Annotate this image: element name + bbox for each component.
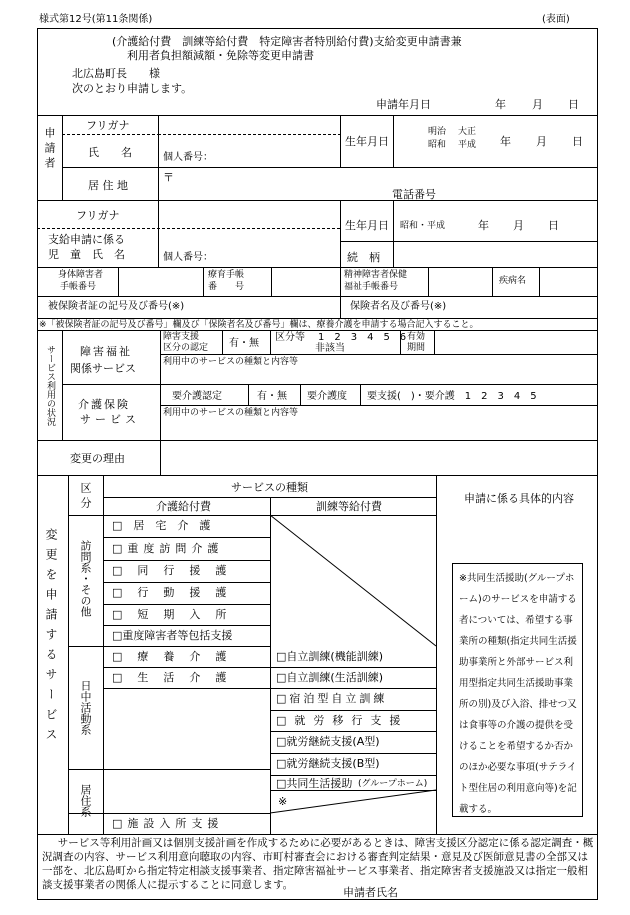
era-showa: 昭和 xyxy=(428,140,447,150)
kaigo-item-home-care[interactable]: □ 居宅介護 xyxy=(112,520,221,531)
kaigo-item-severe-visit-care[interactable]: □ 重度訪問介護 xyxy=(112,543,223,554)
kaigo-header: 介護給付費 xyxy=(156,500,211,513)
child-birth-year-label: 年 xyxy=(478,219,489,232)
application-date-label: 申請年月日 xyxy=(376,98,431,111)
era-heisei: 平成 xyxy=(458,140,477,150)
care-service-label-line1: 介護保険 xyxy=(78,398,130,411)
postal-mark: 〒 xyxy=(163,171,174,184)
form-title-line2: 利用者負担額減額・免除等変更申請書 xyxy=(127,49,314,62)
consent-text: サービス等利用計画又は個別支援計画を作成するために必要があるときは、障害支援区分認定に係る認定調査・概況調査の内容、サービス利用意向聴取の内容、市町村審査会における審査判定結果・意見及び医師意見書の全部又は一部を、北広島町から指定特定相談支援事業者、指定障害福祉サービス事業者、指定障害者支援施設又は指定一般相談支援事業者の関係人に提示することに同意します。 xyxy=(42,837,594,891)
form-title-line1: (介護給付費 訓練等給付費 特定障害者特別給付費)支給変更申請書兼 xyxy=(112,35,462,48)
birth-year-label: 年 xyxy=(500,135,511,148)
insurer-label: 保険者名及び番号(※) xyxy=(350,301,447,312)
disease-label: 疾病名 xyxy=(499,276,527,286)
kunren-item-employment-b[interactable]: □ 就労継続支援(B型) xyxy=(276,758,380,769)
birth-day-label: 日 xyxy=(572,135,583,148)
relationship-label: 続 柄 xyxy=(347,251,380,264)
valid-period-line2: 期間 xyxy=(407,343,426,353)
kunren-item-group-home[interactable]: □ 共同生活援助 xyxy=(276,778,352,789)
welfare-service-label-line1: 障害福祉 xyxy=(80,345,132,358)
kaigo-item-short-stay[interactable]: □ 短期入所 xyxy=(112,609,241,620)
child-label-line2: 児 童 氏 名 xyxy=(48,248,125,261)
physical-card-label-line1: 身体障害者 xyxy=(58,270,104,280)
child-birthdate-label: 生年月日 xyxy=(345,219,389,232)
date-year-label: 年 xyxy=(495,98,506,111)
date-month-label: 月 xyxy=(532,98,543,111)
class-label: 区分等 xyxy=(275,332,305,343)
mental-card-label-line2: 福祉手帳番号 xyxy=(344,282,399,292)
applicant-birthdate-label: 生年月日 xyxy=(345,135,389,148)
division-label: 区分 xyxy=(79,482,92,512)
child-era-label: 昭和・平成 xyxy=(400,221,446,231)
kunren-item-employment-transition[interactable]: □ 就労移行支援 xyxy=(276,715,408,726)
child-birth-month-label: 月 xyxy=(513,219,524,232)
form-number: 様式第12号(第11条関係) xyxy=(39,14,153,25)
mental-card-label-line1: 精神障害者保健 xyxy=(344,270,408,280)
visit-group-label: 訪問系・その他 xyxy=(79,540,92,617)
group-home-asterisk: ※ xyxy=(278,795,288,808)
kunren-item-life-training[interactable]: □ 自立訓練(生活訓練) xyxy=(276,672,383,683)
group-home-label: (グループホーム) xyxy=(358,779,428,789)
kaigo-item-facility-support[interactable]: □ 施設入所支援 xyxy=(112,818,223,829)
support-level-options: 要支援( )・要介護 1 2 3 4 5 xyxy=(367,391,537,402)
care-certification-yes-no: 有・無 xyxy=(257,391,287,402)
valid-period-line1: 有効 xyxy=(407,332,426,342)
insurance-note: ※「被保険者証の記号及び番号」欄及び「保険者名及び番号」欄は、療養介護を申請する場合記入すること。 xyxy=(39,320,479,330)
applicant-furigana-label: フリガナ xyxy=(86,119,130,132)
birth-month-label: 月 xyxy=(536,135,547,148)
support-class-yes-no: 有・無 xyxy=(229,338,259,349)
residence-group-label: 居住系 xyxy=(79,784,92,817)
date-day-label: 日 xyxy=(568,98,579,111)
change-reason-label: 変更の理由 xyxy=(70,452,125,465)
care-in-use-label: 利用中のサービスの種類と内容等 xyxy=(163,408,299,418)
kunren-header: 訓練等給付費 xyxy=(316,500,382,513)
class-numbers: 1 2 3 4 5 6 xyxy=(318,332,407,343)
welfare-in-use-label: 利用中のサービスの種類と内容等 xyxy=(163,357,299,367)
child-personal-number-label: 個人番号： xyxy=(163,252,213,263)
service-status-section-label: サービス利用の状況 xyxy=(45,345,55,426)
kaigo-item-comprehensive-support[interactable]: □ 重度障害者等包括支援 xyxy=(112,630,232,641)
details-header: 申請に係る具体的内容 xyxy=(464,492,574,505)
kaigo-item-behavior-support[interactable]: □ 行動援護 xyxy=(112,587,241,598)
kunren-item-functional-training[interactable]: □ 自立訓練(機能訓練) xyxy=(276,651,383,662)
phone-label: 電話番号 xyxy=(392,188,436,201)
applicant-name-label: 氏 名 xyxy=(88,146,132,159)
care-level-label: 要介護度 xyxy=(307,391,347,402)
applicant-section-label: 申請者 xyxy=(43,127,56,172)
applicant-personal-number-label: 個人番号： xyxy=(163,152,213,163)
kunren-item-lodging-training[interactable]: □ 宿泊型自立訓練 xyxy=(276,693,387,704)
support-class-label-line1: 障害支援 xyxy=(163,332,200,342)
group-home-note: ※共同生活援助(グループホーム)のサービスを申請する者については、希望する事業所の種類(指定共同生活援助事業所と外部サービス利用型指定共同生活援助事業所の別)及び入浴、排せつ又は食事等の介護の提供を受けることを希望するか否かのほか必要な事項(サテライト型住居の利用意向等)を記載する。 xyxy=(452,563,583,817)
era-taisho: 大正 xyxy=(458,127,477,137)
kunren-item-employment-a[interactable]: □ 就労継続支援(A型) xyxy=(276,736,380,747)
change-service-section-label: 変更を申請するサービス xyxy=(44,528,58,748)
addressee: 北広島町長 様 xyxy=(72,67,160,80)
care-certification-label: 要介護認定 xyxy=(172,391,222,402)
era-meiji: 明治 xyxy=(428,127,447,137)
kaigo-item-medical-care[interactable]: □ 療養介護 xyxy=(112,651,241,662)
insurance-card-number-label: 被保険者証の記号及び番号(※) xyxy=(48,301,185,312)
applicant-address-label: 居 住 地 xyxy=(88,179,128,192)
not-applicable-label: 非該当 xyxy=(315,343,345,354)
applicant-signature-label: 申請者氏名 xyxy=(343,886,398,899)
side-label: (表面) xyxy=(542,14,570,25)
physical-card-label-line2: 手帳番号 xyxy=(60,282,97,292)
kaigo-item-accompany-support[interactable]: □ 同行援護 xyxy=(112,565,241,576)
ryoiku-card-label-line1: 療育手帳 xyxy=(208,270,245,280)
care-service-label-line2: サービス xyxy=(80,413,140,426)
ryoiku-card-label-line2: 番 号 xyxy=(208,282,245,292)
child-furigana-label: フリガナ xyxy=(76,209,120,222)
kaigo-item-life-care[interactable]: □ 生活介護 xyxy=(112,672,241,683)
child-birth-day-label: 日 xyxy=(548,219,559,232)
intro-text: 次のとおり申請します。 xyxy=(72,82,193,95)
welfare-service-label-line2: 関係サービス xyxy=(70,362,136,375)
support-class-label-line2: 区分の認定 xyxy=(163,343,209,353)
service-types-label: サービスの種類 xyxy=(231,481,308,494)
child-label-line1: 支給申請に係る xyxy=(48,233,125,246)
day-activity-group-label: 日中活動系 xyxy=(79,680,92,735)
